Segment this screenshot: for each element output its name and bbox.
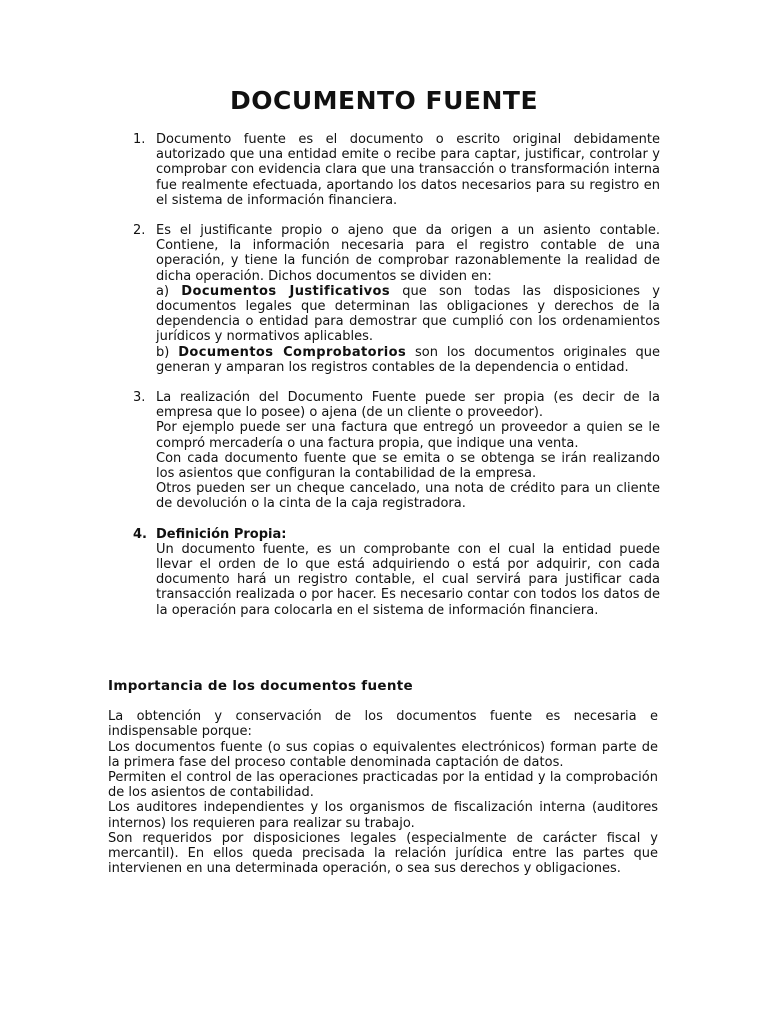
- section-paragraph: Los documentos fuente (o sus copias o equivalentes electrónicos) forman parte de la primera fase del proceso contable denominada captación de datos.: [108, 739, 658, 770]
- item-paragraph: Con cada documento fuente que se emita o se obtenga se irán realizando los asientos que configuran la contabilidad de la empresa.: [156, 450, 660, 482]
- list-item-2: [108, 223, 660, 375]
- subitem-a-term: Documentos Justificativos: [181, 283, 391, 299]
- section-paragraph: Permiten el control de las operaciones practicadas por la entidad y la comprobación de los asientos de contabilidad.: [108, 770, 658, 801]
- list-item-1: [108, 132, 660, 208]
- importance-section: [108, 679, 658, 876]
- subitem-b-prefix: b): [156, 344, 170, 360]
- definition-list: [108, 132, 660, 633]
- item-intro: Es el justificante propio o ajeno que da origen a un asiento contable. Contiene, la información necesaria para el registro contable de una operación, y tiene la función de comprobar razonablemente la realidad de dicha operación. Dichos documentos se dividen en:: [156, 223, 660, 284]
- item-text: Documento fuente es el documento o escrito original debidamente autorizado que una entidad emite o recibe para captar, justificar, controlar y comprobar con evidencia clara que una transacción o transformación interna fue realmente efectuada, aportando los datos necesarios para su registro en el sistema de información financiera.: [156, 132, 660, 208]
- item-paragraph: Por ejemplo puede ser una factura que entregó un proveedor a quien se le compró mercadería o una factura propia, que indique una venta.: [156, 420, 660, 451]
- subitem-b: [156, 345, 660, 375]
- list-item-4: [108, 527, 660, 618]
- document-title: DOCUMENTO FUENTE: [229, 86, 539, 115]
- section-heading: Importancia de los documentos fuente: [108, 678, 413, 694]
- section-paragraph: Son requeridos por disposiciones legales (especialmente de carácter fiscal y mercantil). En ellos queda precisada la relación jurídica entre las partes que intervienen en una determinada operación, o sea sus derechos y obligaciones.: [108, 830, 658, 877]
- subitem-a-text: que son todas las disposiciones y documentos legales que determinan las obligaciones y derechos de la dependencia o entidad para demostrar que cumplió con los ordenamientos jurídicos y normativos aplicables.: [156, 283, 660, 345]
- subitem-a: [156, 284, 660, 345]
- subitem-a-prefix: a): [156, 283, 170, 299]
- section-paragraph: Los auditores independientes y los organismos de fiscalización interna (auditores internos) los requieren para realizar su trabajo.: [108, 800, 658, 831]
- item-paragraph: La realización del Documento Fuente puede ser propia (es decir de la empresa que lo posee) o ajena (de un cliente o proveedor).: [156, 390, 660, 421]
- list-item-3: [108, 390, 660, 512]
- list-number: 3.: [133, 390, 146, 406]
- list-number: 2.: [133, 223, 146, 239]
- item-text: Un documento fuente, es un comprobante con el cual la entidad puede llevar el orden de lo que está adquiriendo o está por adquirir, con cada documento hará un registro contable, el cual servirá para justificar cada transacción realizada o por hacer. Es necesario contar con todos los datos de la operación para colocarla en el sistema de información financiera.: [156, 541, 660, 618]
- section-paragraph: La obtención y conservación de los documentos fuente es necesaria e indispensable porque:: [108, 709, 658, 740]
- list-number: 4.: [133, 526, 147, 542]
- list-number: 1.: [133, 132, 146, 147]
- subitem-b-term: Documentos Comprobatorios: [178, 344, 407, 360]
- subitem-b-text: son los documentos originales que generan y amparan los registros contables de la dependencia o entidad.: [156, 344, 660, 375]
- item-heading: Definición Propia:: [156, 526, 287, 542]
- item-paragraph: Otros pueden ser un cheque cancelado, una nota de crédito para un cliente de devolución o la cinta de la caja registradora.: [156, 481, 660, 512]
